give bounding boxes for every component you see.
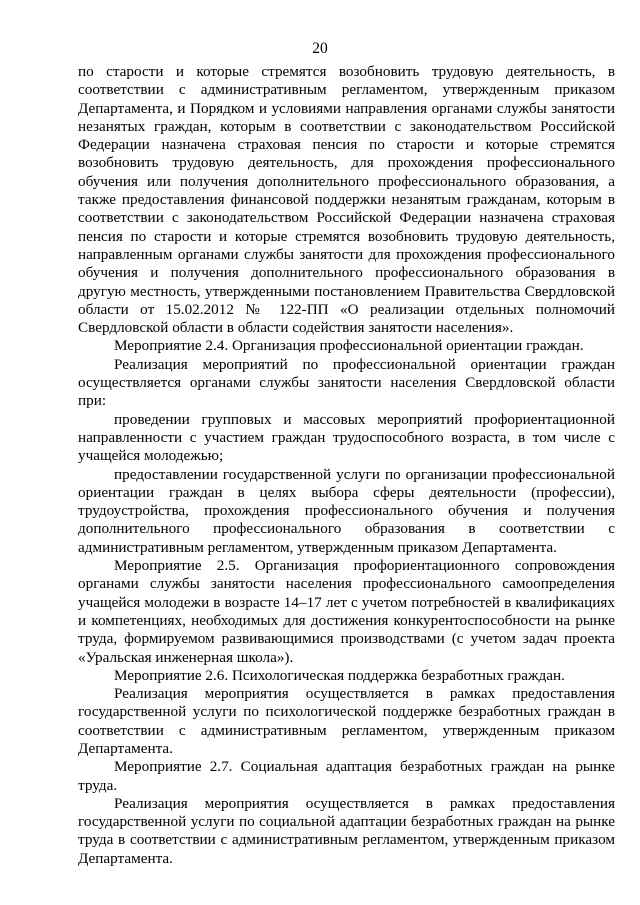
paragraph: Мероприятие 2.6. Психологическая поддержка безработных граждан.: [114, 666, 565, 684]
paragraph: Реализация мероприятия осуществляется в рамках предоставления государственной услуги по психологической поддержке безработных граждан в соответствии с административным регламентом, утвержденным приказом Департамента.: [78, 685, 615, 757]
page-number: 20: [312, 40, 328, 57]
paragraph: проведении групповых и массовых мероприятий профориентационной направленности с участием граждан трудоспособного возраста, в том числе с учащейся молодежью;: [78, 410, 615, 465]
paragraph: Мероприятие 2.5. Организация профориентационного сопровождения органами службы занятости населения профессионального самоопределения учащейся молодежи в возрасте 14–17 лет с учетом потребностей в квалификациях и компетенциях, необходимых для достижения конкурентоспособности на рынке труда, формируемом развивающимися производствами (с учетом задач проекта «Уральская инженерная школа»).: [78, 557, 615, 666]
paragraph: Мероприятие 2.4. Организация профессиональной ориентации граждан.: [114, 337, 584, 355]
paragraph: Реализация мероприятия осуществляется в рамках предоставления государственной услуги по социальной адаптации безработных граждан на рынке труда в соответствии с административным регламентом, утвержденным приказом Департамента.: [78, 794, 615, 867]
paragraph: Реализация мероприятий по профессиональной ориентации граждан осуществляется органами службы занятости населения Свердловской области при:: [78, 355, 615, 410]
body-text: [78, 63, 615, 868]
paragraph: предоставлении государственной услуги по организации профессиональной ориентации граждан в целях выбора сферы деятельности (профессии), трудоустройства, прохождения профессионального обучения и получения дополнительного профессионального образования в соответствии с административным регламентом, утвержденным приказом Департамента.: [78, 465, 615, 556]
paragraph: Мероприятие 2.7. Социальная адаптация безработных граждан на рынке труда.: [78, 758, 615, 794]
paragraph: по старости и которые стремятся возобновить трудовую деятельность, в соответствии с административным регламентом, утвержденным приказом Департамента, и Порядком и условиями направления органами службы занятости незанятых граждан, которым в соответствии с законодательством Российской Федерации назначена страховая пенсия по старости и которые стремятся возобновить трудовую деятельность, для прохождения профессионального обучения или получения дополнительного профессионального образования, а также предоставления финансовой поддержки незанятым гражданам, которым в соответствии с законодательством Российской Федерации назначена страховая пенсия по старости и которые стремятся возобновить трудовую деятельность, направленным органами службы занятости для прохождения профессионального обучения и получения дополнительного профессионального образования в другую местность, утвержденными постановлением Правительства Свердловской области от 15.02.2012 № 122-ПП «О реализации отдельных полномочий Свердловской области в области содействия занятости населения».: [78, 63, 615, 337]
